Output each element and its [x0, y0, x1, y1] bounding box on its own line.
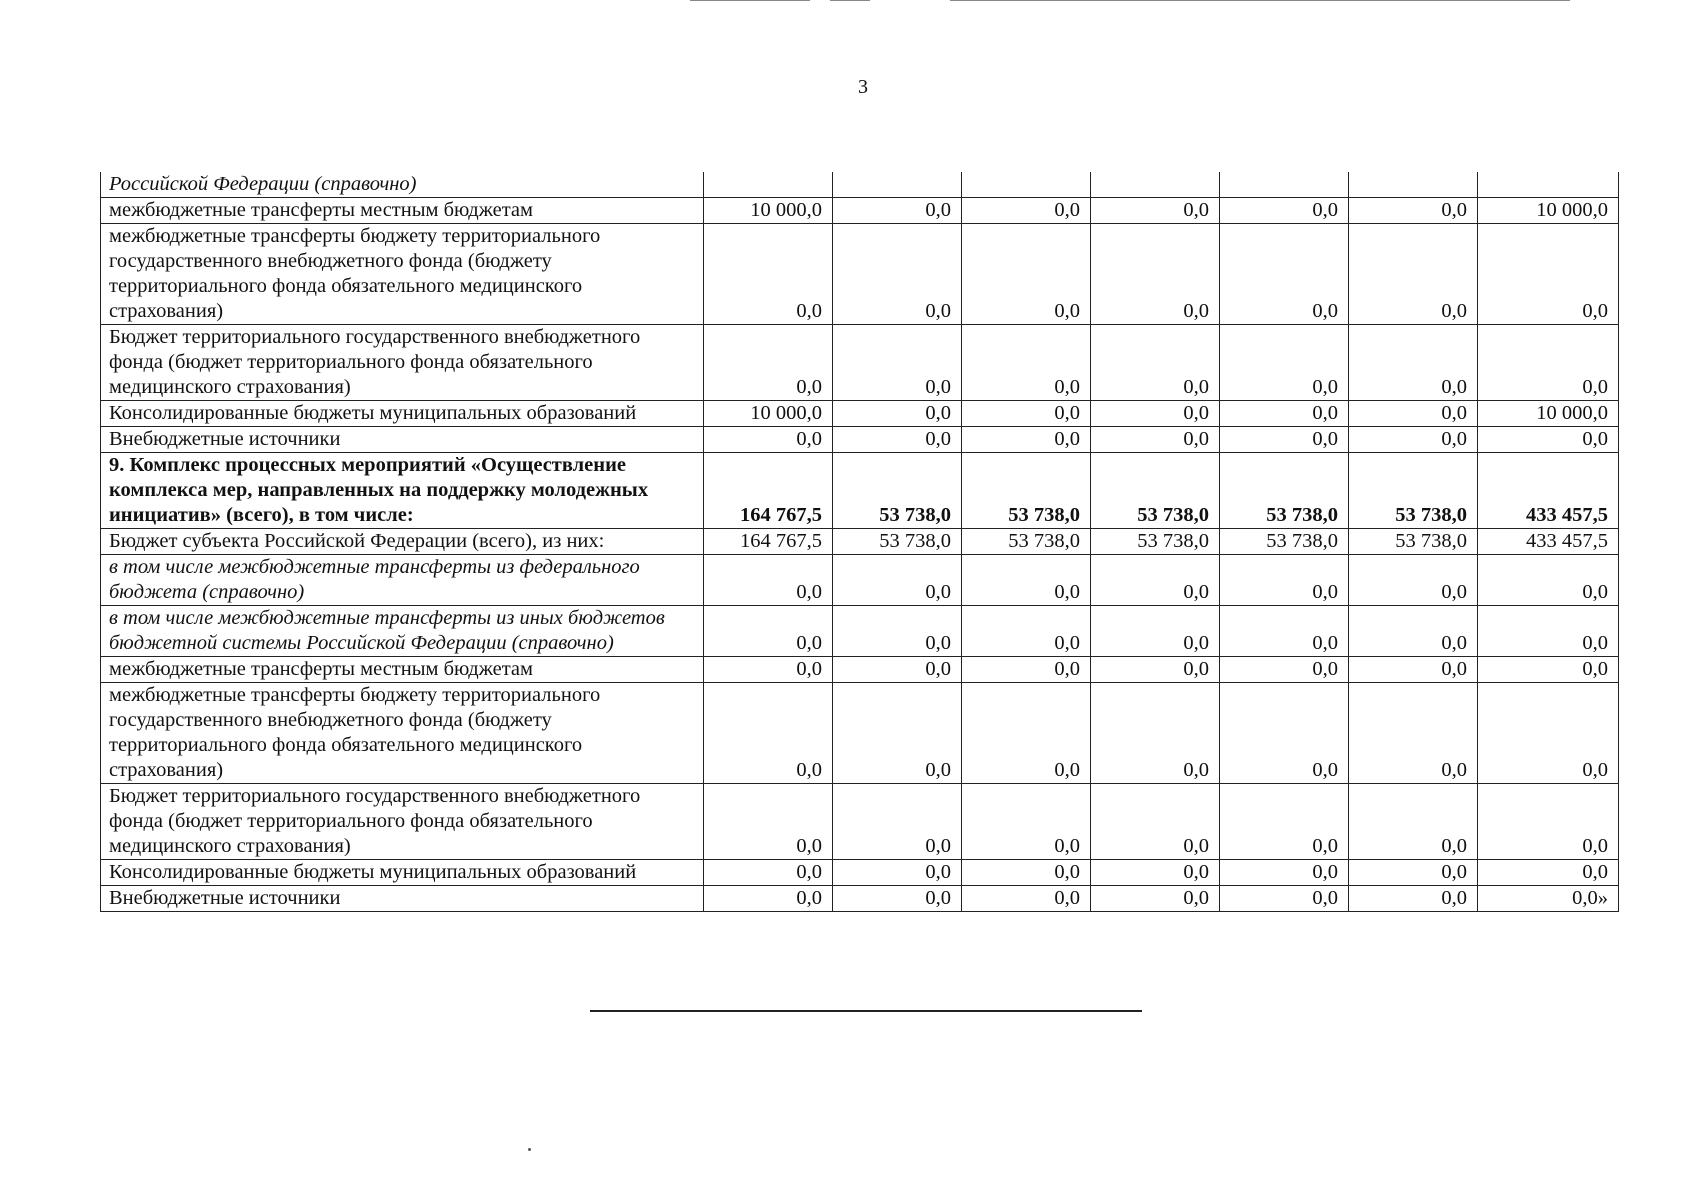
- value-cell: 0,0: [1220, 860, 1349, 886]
- budget-table: [100, 172, 1619, 912]
- value-cell: 0,0: [962, 784, 1091, 860]
- value-cell: 0,0: [1091, 784, 1220, 860]
- row-label: Внебюджетные источники: [101, 886, 704, 912]
- value-cell: 0,0: [1349, 325, 1478, 401]
- value-cell: 0,0: [833, 198, 962, 224]
- value-cell: 53 738,0: [1091, 529, 1220, 555]
- value-cell: [833, 172, 962, 198]
- value-cell: 0,0: [704, 784, 833, 860]
- value-cell: 0,0: [962, 224, 1091, 325]
- value-cell: 53 738,0: [1220, 529, 1349, 555]
- table-row: [101, 224, 1619, 325]
- value-cell: 0,0: [962, 886, 1091, 912]
- row-label: в том числе межбюджетные трансферты из иных бюджетов бюджетной системы Российской Федерации (справочно): [101, 606, 704, 657]
- value-cell: 0,0: [704, 325, 833, 401]
- value-cell: 0,0: [1220, 784, 1349, 860]
- value-cell: 0,0: [1091, 224, 1220, 325]
- value-cell: 164 767,5: [704, 529, 833, 555]
- value-cell: 0,0: [1220, 606, 1349, 657]
- row-label: Бюджет территориального государственного внебюджетного фонда (бюджет территориального фонда обязательного медицинского страхования): [101, 784, 704, 860]
- value-cell: 0,0: [1091, 427, 1220, 453]
- value-cell: 10 000,0: [704, 198, 833, 224]
- value-cell: 0,0: [1220, 427, 1349, 453]
- value-cell: 0,0: [962, 325, 1091, 401]
- value-cell: 10 000,0: [1478, 198, 1619, 224]
- row-label: межбюджетные трансферты бюджету территориального государственного внебюджетного фонда (бюджету территориального фонда обязательного медицинского страхования): [101, 683, 704, 784]
- value-cell: 0,0: [1091, 198, 1220, 224]
- value-cell: 0,0: [1349, 886, 1478, 912]
- table-row: [101, 529, 1619, 555]
- table-row: [101, 172, 1619, 198]
- value-cell: 53 738,0: [1349, 529, 1478, 555]
- value-cell: 0,0: [833, 784, 962, 860]
- value-cell: 0,0: [1478, 427, 1619, 453]
- value-cell: [962, 172, 1091, 198]
- scan-edge-line: [950, 0, 1570, 1]
- value-cell: 0,0: [962, 427, 1091, 453]
- value-cell: 0,0: [1349, 401, 1478, 427]
- value-cell: 0,0: [1349, 860, 1478, 886]
- value-cell: [1478, 172, 1619, 198]
- value-cell: 0,0: [704, 555, 833, 606]
- value-cell: 0,0: [1478, 784, 1619, 860]
- row-label: межбюджетные трансферты бюджету территориального государственного внебюджетного фонда (бюджету территориального фонда обязательного медицинского страхования): [101, 224, 704, 325]
- value-cell: 0,0: [1220, 555, 1349, 606]
- value-cell: 0,0: [1478, 224, 1619, 325]
- value-cell: 0,0: [833, 860, 962, 886]
- table-row: [101, 860, 1619, 886]
- value-cell: 53 738,0: [1091, 453, 1220, 529]
- value-cell: 0,0: [704, 860, 833, 886]
- value-cell: 0,0: [833, 224, 962, 325]
- value-cell: 0,0: [1220, 401, 1349, 427]
- value-cell: [704, 172, 833, 198]
- value-cell: 0,0: [1220, 683, 1349, 784]
- row-label: Российской Федерации (справочно): [101, 172, 704, 198]
- value-cell: 10 000,0: [1478, 401, 1619, 427]
- value-cell: 0,0: [1478, 606, 1619, 657]
- value-cell: [1091, 172, 1220, 198]
- value-cell: 0,0: [1091, 325, 1220, 401]
- table-row: [101, 555, 1619, 606]
- value-cell: 0,0: [704, 427, 833, 453]
- value-cell: 10 000,0: [704, 401, 833, 427]
- scan-speck: [528, 1148, 531, 1151]
- value-cell: 53 738,0: [962, 529, 1091, 555]
- value-cell: 0,0: [1220, 198, 1349, 224]
- value-cell: 53 738,0: [962, 453, 1091, 529]
- row-label: Внебюджетные источники: [101, 427, 704, 453]
- table-row: [101, 886, 1619, 912]
- value-cell: 0,0: [1091, 555, 1220, 606]
- value-cell: 53 738,0: [1349, 453, 1478, 529]
- table-row: [101, 606, 1619, 657]
- row-label: Бюджет субъекта Российской Федерации (всего), из них:: [101, 529, 704, 555]
- row-label: межбюджетные трансферты местным бюджетам: [101, 198, 704, 224]
- row-label: Консолидированные бюджеты муниципальных образований: [101, 860, 704, 886]
- value-cell: 53 738,0: [833, 529, 962, 555]
- value-cell: 0,0: [1220, 325, 1349, 401]
- value-cell: 0,0: [1349, 427, 1478, 453]
- value-cell: 0,0: [1349, 198, 1478, 224]
- table-row: [101, 683, 1619, 784]
- value-cell: 0,0: [1349, 224, 1478, 325]
- value-cell: 0,0: [1091, 860, 1220, 886]
- value-cell: 0,0: [962, 401, 1091, 427]
- table-body: [101, 172, 1619, 912]
- end-of-document-line: [590, 1010, 1142, 1012]
- value-cell: 0,0: [1478, 555, 1619, 606]
- table-row: [101, 453, 1619, 529]
- value-cell: 0,0: [833, 683, 962, 784]
- value-cell: 0,0: [1478, 860, 1619, 886]
- row-label: Консолидированные бюджеты муниципальных образований: [101, 401, 704, 427]
- value-cell: 0,0: [1478, 657, 1619, 683]
- table-row: [101, 198, 1619, 224]
- value-cell: 0,0: [1349, 657, 1478, 683]
- value-cell: 0,0: [833, 606, 962, 657]
- value-cell: 0,0: [1220, 886, 1349, 912]
- value-cell: 0,0: [1091, 401, 1220, 427]
- row-label: межбюджетные трансферты местным бюджетам: [101, 657, 704, 683]
- value-cell: 0,0: [833, 427, 962, 453]
- table-row: [101, 784, 1619, 860]
- value-cell: [1220, 172, 1349, 198]
- value-cell: 0,0: [1349, 683, 1478, 784]
- value-cell: 0,0: [962, 860, 1091, 886]
- value-cell: 0,0: [1091, 683, 1220, 784]
- value-cell: 0,0: [1349, 606, 1478, 657]
- value-cell: 0,0: [962, 683, 1091, 784]
- value-cell: 0,0: [704, 606, 833, 657]
- value-cell: 0,0: [1349, 555, 1478, 606]
- value-cell: 0,0: [833, 657, 962, 683]
- table-row: [101, 427, 1619, 453]
- value-cell: 0,0: [833, 325, 962, 401]
- value-cell: 0,0: [1091, 886, 1220, 912]
- table-row: [101, 657, 1619, 683]
- value-cell: 0,0: [1091, 606, 1220, 657]
- value-cell: 0,0: [833, 401, 962, 427]
- value-cell: 0,0: [704, 224, 833, 325]
- value-cell: 0,0: [962, 198, 1091, 224]
- scan-edge-line: [690, 0, 810, 1]
- value-cell: 0,0: [704, 657, 833, 683]
- value-cell: 0,0: [962, 606, 1091, 657]
- value-cell: [1349, 172, 1478, 198]
- value-cell: 53 738,0: [833, 453, 962, 529]
- value-cell: 0,0: [833, 555, 962, 606]
- scan-edge-line: [830, 0, 870, 1]
- row-label: 9. Комплекс процессных мероприятий «Осуществление комплекса мер, направленных на поддержку молодежных инициатив» (всего), в том числе:: [101, 453, 704, 529]
- value-cell: 0,0: [704, 683, 833, 784]
- value-cell: 0,0: [1091, 657, 1220, 683]
- table-row: [101, 325, 1619, 401]
- value-cell: 0,0: [962, 555, 1091, 606]
- page-number: 3: [858, 76, 868, 98]
- value-cell: 0,0: [833, 886, 962, 912]
- value-cell: 0,0: [1478, 325, 1619, 401]
- row-label: Бюджет территориального государственного внебюджетного фонда (бюджет территориального фонда обязательного медицинского страхования): [101, 325, 704, 401]
- value-cell: 53 738,0: [1220, 453, 1349, 529]
- value-cell: 0,0: [1478, 683, 1619, 784]
- value-cell: 0,0: [1220, 657, 1349, 683]
- value-cell: 0,0: [962, 657, 1091, 683]
- value-cell: 164 767,5: [704, 453, 833, 529]
- value-cell: 433 457,5: [1478, 453, 1619, 529]
- table-row: [101, 401, 1619, 427]
- value-cell: 0,0: [1220, 224, 1349, 325]
- value-cell: 0,0: [1349, 784, 1478, 860]
- value-cell: 0,0»: [1478, 886, 1619, 912]
- value-cell: 0,0: [704, 886, 833, 912]
- value-cell: 433 457,5: [1478, 529, 1619, 555]
- row-label: в том числе межбюджетные трансферты из федерального бюджета (справочно): [101, 555, 704, 606]
